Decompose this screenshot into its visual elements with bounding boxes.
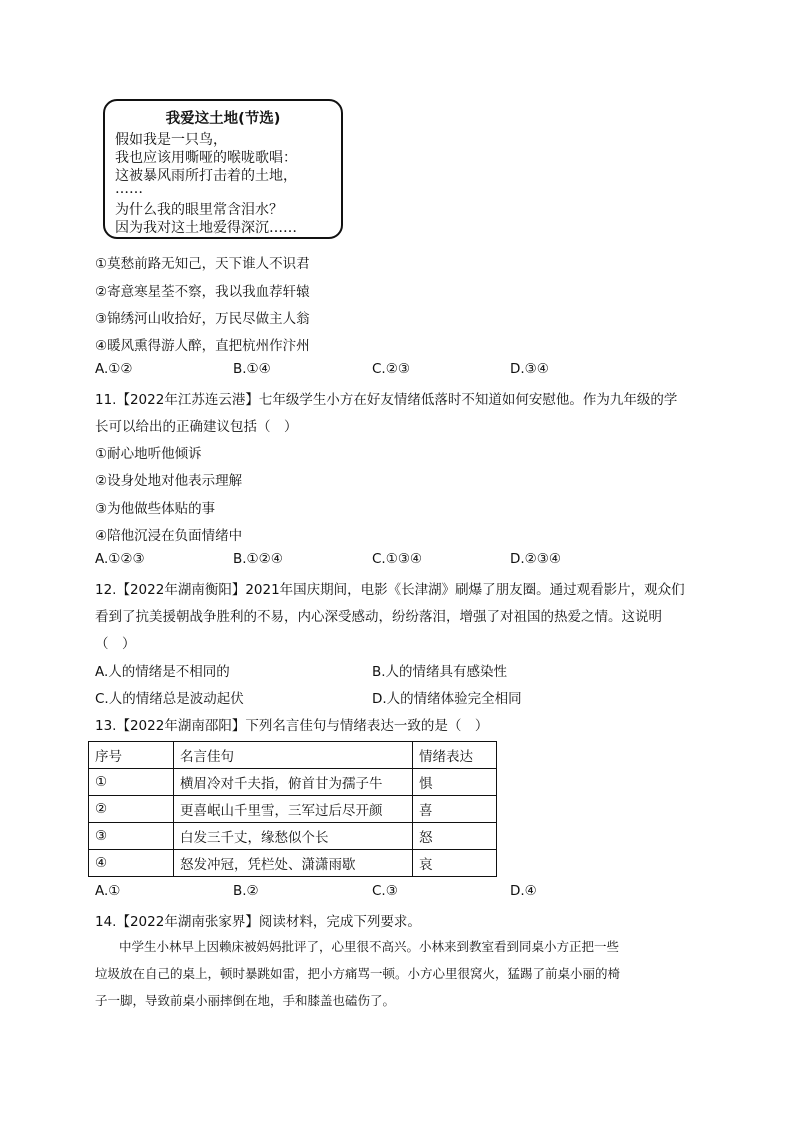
q11-statement: ①耐心地听他倾诉: [95, 446, 202, 462]
table-cell: 哀: [413, 850, 497, 877]
q11-text: 11.【2022年江苏连云港】七年级学生小方在好友情绪低落时不知道如何安慰他。作为九年级的学: [95, 392, 678, 408]
table-cell: ②: [89, 796, 174, 823]
material-line: 垃圾放在自己的桌上，顿时暴跳如雷，把小方痛骂一顿。小方心里很窝火，猛踢了前桌小丽的椅: [95, 966, 621, 981]
q11-option-b[interactable]: B.①②④: [233, 551, 283, 567]
q12-option-b[interactable]: B.人的情绪具有感染性: [372, 664, 508, 680]
table-cell: 怒: [413, 823, 497, 850]
table-cell: 惧: [413, 769, 497, 796]
table-cell: 横眉冷对千夫指，俯首甘为孺子牛: [174, 769, 413, 796]
table-row: [89, 796, 497, 823]
q10-option-b[interactable]: B.①④: [233, 361, 271, 377]
q11-option-a[interactable]: A.①②③: [95, 551, 145, 567]
q13-option-c[interactable]: C.③: [372, 883, 398, 899]
q13-table: [88, 741, 497, 877]
table-cell: 怒发冲冠，凭栏处、潇潇雨歇: [174, 850, 413, 877]
table-header-cell: 名言佳句: [174, 742, 413, 769]
q10-option-d[interactable]: D.③④: [510, 361, 549, 377]
q12-option-a[interactable]: A.人的情绪是不相同的: [95, 664, 230, 680]
table-header-cell: 序号: [89, 742, 174, 769]
q14-text: 14.【2022年湖南张家界】阅读材料，完成下列要求。: [95, 914, 421, 930]
q12-text: 12.【2022年湖南衡阳】2021年国庆期间，电影《长津湖》刷爆了朋友圈。通过观看影片，观众们: [95, 582, 685, 598]
poem-box: [103, 99, 343, 239]
table-cell: 白发三千丈，缘愁似个长: [174, 823, 413, 850]
table-header-row: [89, 742, 497, 769]
q11-option-c[interactable]: C.①③④: [372, 551, 423, 567]
table-cell: ③: [89, 823, 174, 850]
q13-option-a[interactable]: A.①: [95, 883, 121, 899]
poem-line: 为什么我的眼里常含泪水？: [115, 202, 283, 218]
table-cell: 更喜岷山千里雪，三军过后尽开颜: [174, 796, 413, 823]
q10-statement: ①莫愁前路无知己，天下谁人不识君: [95, 256, 310, 272]
q10-statement: ④暖风熏得游人醉，直把杭州作汴州: [95, 338, 310, 354]
poem-line: 这被暴风雨所打击着的土地，: [115, 168, 297, 184]
q11-text: 长可以给出的正确建议包括（ ）: [95, 419, 298, 435]
table-cell: 喜: [413, 796, 497, 823]
table-cell: ④: [89, 850, 174, 877]
q11-statement: ②设身处地对他表示理解: [95, 473, 243, 489]
q11-statement: ④陪他沉浸在负面情绪中: [95, 528, 243, 544]
poem-line: 我也应该用嘶哑的喉咙歌唱：: [115, 150, 297, 166]
poem-line: 假如我是一只鸟，: [115, 132, 227, 148]
q13-option-b[interactable]: B.②: [233, 883, 259, 899]
q11-option-d[interactable]: D.②③④: [510, 551, 561, 567]
table-row: [89, 850, 497, 877]
q12-text: （ ）: [95, 636, 136, 652]
q12-text: 看到了抗美援朝战争胜利的不易，内心深受感动，纷纷落泪，增强了对祖国的热爱之情。这说明: [95, 609, 662, 625]
q12-option-c[interactable]: C.人的情绪总是波动起伏: [95, 691, 244, 707]
q10-statement: ②寄意寒星荃不察，我以我血荐轩辕: [95, 284, 310, 300]
material-line: 子一脚，导致前桌小丽摔倒在地，手和膝盖也磕伤了。: [95, 993, 396, 1008]
table-row: [89, 823, 497, 850]
poem-title: 我爱这土地(节选): [165, 111, 281, 127]
material-line: 中学生小林早上因赖床被妈妈批评了，心里很不高兴。小林来到教室看到同桌小方正把一些: [119, 939, 620, 954]
q13-text: 13.【2022年湖南邵阳】下列名言佳句与情绪表达一致的是（ ）: [95, 718, 489, 734]
q11-statement: ③为他做些体贴的事: [95, 501, 216, 517]
q10-statement: ③锦绣河山收拾好，万民尽做主人翁: [95, 311, 310, 327]
poem-line: ……: [115, 181, 143, 197]
poem-line: 因为我对这土地爱得深沉……: [115, 220, 297, 236]
table-header-cell: 情绪表达: [413, 742, 497, 769]
table-row: [89, 769, 497, 796]
q10-option-a[interactable]: A.①②: [95, 361, 133, 377]
q10-option-c[interactable]: C.②③: [372, 361, 410, 377]
table-cell: ①: [89, 769, 174, 796]
q14-material: [95, 933, 699, 1014]
q13-option-d[interactable]: D.④: [510, 883, 537, 899]
q12-option-d[interactable]: D.人的情绪体验完全相同: [372, 691, 522, 707]
